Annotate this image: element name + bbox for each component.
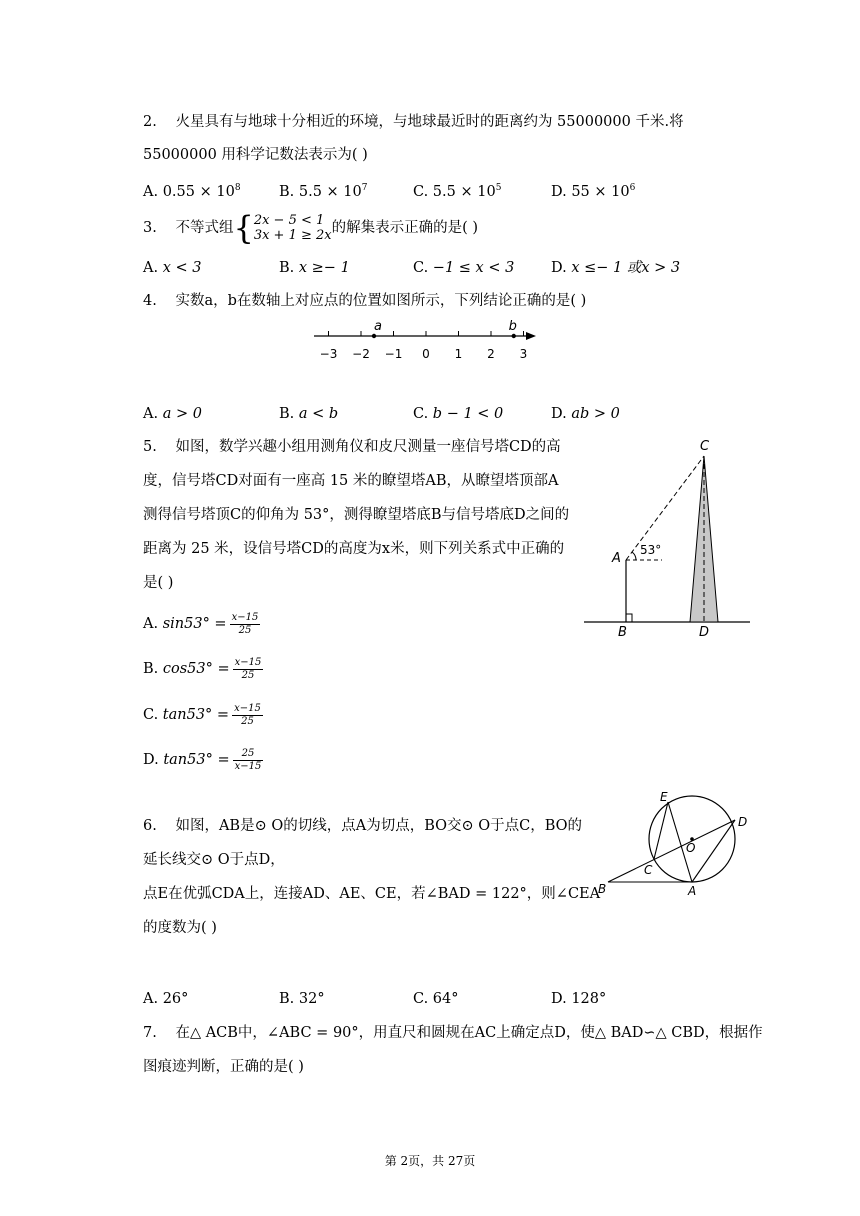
q2-option-c: C. $5.5 \times 10^5$: [413, 183, 502, 200]
angle-arc: [632, 552, 636, 560]
circle-tangent-figure: [596, 788, 756, 898]
q6-line1: 6. 如图，AB是⊙ O的切线，点A为切点，BO交⊙ O于点C，BO的: [143, 818, 583, 834]
label-a: A: [688, 884, 697, 898]
q6-number: 6.: [143, 818, 157, 834]
sight-line-dashed: [626, 456, 704, 560]
inequality-system: 2x − 5 < 1 3x + 1 ≥ 2x: [253, 213, 332, 243]
chord-ce: [654, 802, 668, 859]
q3-option-a: A. x < 3: [143, 260, 202, 276]
q6-option-a: A. 26°: [143, 991, 189, 1007]
q7-line2: 图痕迹判断，正确的是( ): [143, 1059, 304, 1075]
point-a: [372, 334, 376, 338]
point-b: [512, 334, 516, 338]
q4-line: [143, 291, 586, 311]
q5-option-b: B. cos53° = $\frac{x-15}{25}$: [143, 656, 262, 681]
system-brace: {: [233, 209, 254, 247]
q7-line1: 7. 在△ ACB中，∠ABC = 90°，用直尺和圆规在AC上确定点D，使△ BAD∽△ CBD，根据作: [143, 1025, 763, 1041]
label-b: B: [618, 625, 627, 640]
point-b-label: b: [508, 319, 517, 334]
q3-option-b: B. x ≥− 1: [279, 260, 350, 276]
q6-option-d: D. 128°: [551, 991, 607, 1007]
q5-line2: 度，信号塔CD对面有一座高 15 米的瞭望塔AB，从瞭望塔顶部A: [143, 473, 559, 489]
label-c: C: [700, 439, 710, 454]
q4-option-a: A. a > 0: [143, 406, 202, 422]
page-footer: 第 2页，共 27页: [384, 1154, 476, 1168]
line-bd: [608, 820, 735, 882]
point-a-label: a: [374, 319, 382, 334]
q4-option-b: B. a < b: [279, 406, 339, 422]
q5-option-d: D. tan53° = $\frac{25}{x-15}$: [143, 747, 262, 772]
q3-prefix: 不等式组: [175, 220, 234, 236]
q2-line1: [143, 112, 684, 132]
label-angle: 53°: [640, 543, 662, 557]
label-o: O: [686, 841, 696, 855]
q6-option-c: C. 64°: [413, 991, 459, 1007]
label-c: C: [644, 863, 653, 877]
q3-option-c: C. −1 ≤ x < 3: [413, 260, 515, 276]
q6-line4: 的度数为( ): [143, 920, 217, 936]
q5-line3: 测得信号塔顶C的仰角为 53°，测得瞭望塔底B与信号塔底D之间的: [143, 507, 570, 523]
q7-number: 7.: [143, 1025, 157, 1041]
q5-line4: 距离为 25 米，设信号塔CD的高度为x米，则下列关系式中正确的: [143, 541, 565, 557]
q4-option-c: C. b − 1 < 0: [413, 406, 504, 422]
axis-tick-label: 0: [422, 347, 430, 361]
q2-text1: 火星具有与地球十分相近的环境，与地球最近时的距离约为 55000000 千米.将: [175, 114, 684, 130]
axis-tick-label: −3: [319, 347, 338, 361]
q4-number: 4.: [143, 293, 157, 309]
axis-tick-label: 1: [454, 347, 463, 361]
q3-suffix: 的解集表示正确的是( ): [331, 220, 479, 236]
q5-number: 5.: [143, 439, 157, 455]
right-angle-mark: [626, 614, 632, 622]
q2-option-d: D. $55 \times 10^6$: [551, 183, 636, 200]
axis-tick-label: −2: [352, 347, 370, 361]
q4-text: 实数a，b在数轴上对应点的位置如图所示，下列结论正确的是( ): [175, 293, 587, 309]
q2-number: 2.: [143, 114, 157, 130]
number-line-figure: [300, 318, 540, 366]
q3-option-d: D. x ≤− 1 或x > 3: [551, 260, 681, 276]
q6-line2: 延长线交⊙ O于点D，: [143, 852, 285, 868]
q5-line1: 5. 如图，数学兴趣小组用测角仪和皮尺测量一座信号塔CD的高: [143, 439, 561, 455]
signal-tower-figure: [580, 436, 755, 642]
q6-line3: 点E在优弧CDA上，连接AD、AE、CE，若∠BAD = 122°，则∠CEA: [143, 886, 601, 902]
axis-tick-label: 2: [487, 347, 495, 361]
q5-option-a: A. sin53° = $\frac{x-15}{25}$: [143, 611, 259, 636]
axis-arrow: [526, 332, 536, 340]
axis-tick-label: −1: [384, 347, 403, 361]
label-b: B: [598, 882, 607, 896]
q2-option-a: A. $0.55 \times 10^8$: [143, 183, 241, 200]
q5-option-c: C. tan53° = $\frac{x-15}{25}$: [143, 702, 261, 727]
chord-ad: [692, 820, 735, 882]
q2-line2: 55000000 用科学记数法表示为( ): [143, 147, 368, 163]
q3-line: [143, 209, 479, 247]
label-d: D: [738, 815, 748, 829]
q4-option-d: D. ab > 0: [551, 406, 620, 422]
label-a: A: [612, 551, 621, 566]
q2-option-b: B. $5.5 \times 10^7$: [279, 183, 368, 200]
axis-tick-label: 3: [519, 347, 528, 361]
label-d: D: [699, 625, 710, 640]
q6-option-b: B. 32°: [279, 991, 325, 1007]
q5-line5: 是( ): [143, 575, 174, 591]
q3-number: 3.: [143, 220, 157, 236]
label-e: E: [660, 790, 668, 804]
